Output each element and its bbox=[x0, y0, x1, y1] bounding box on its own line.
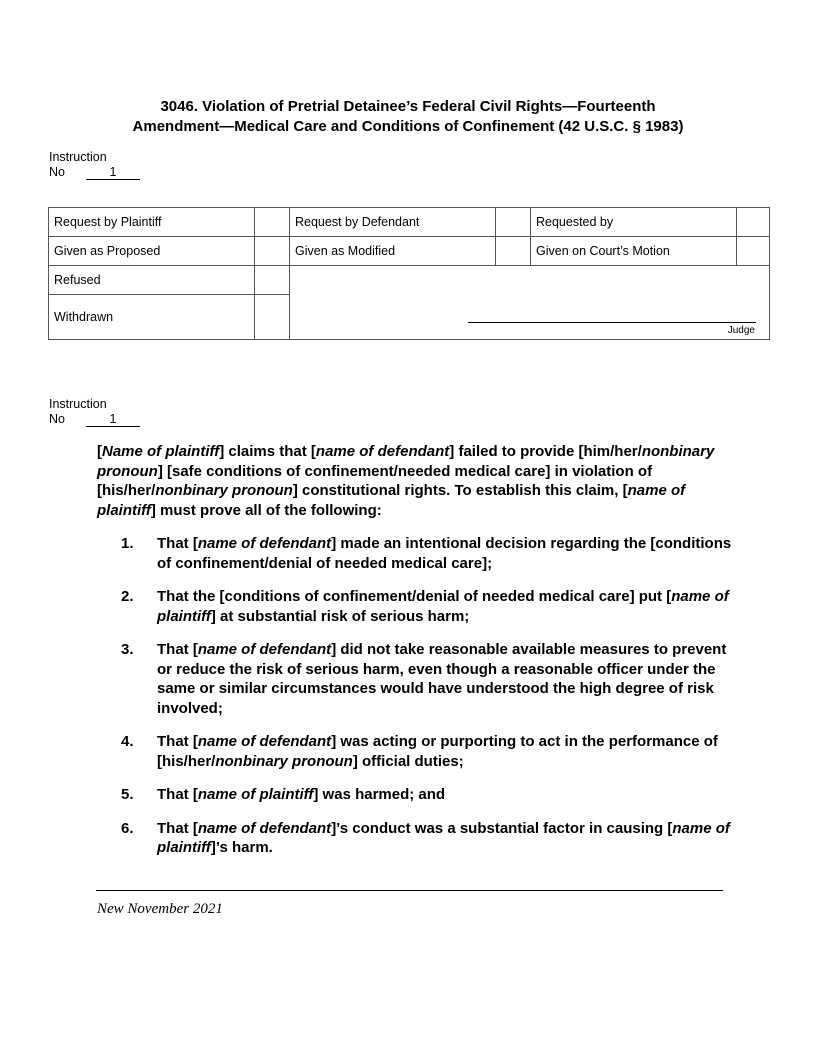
given-as-modified-checkbox[interactable] bbox=[496, 237, 531, 266]
list-item-number: 5. bbox=[121, 786, 134, 803]
request-table bbox=[48, 207, 770, 340]
list-item-text: That [name of defendant] was acting or purporting to act in the performance of [his/her/nonbinary pronoun] official duties; bbox=[157, 733, 718, 770]
list-item-number: 2. bbox=[121, 588, 134, 605]
list-item-text: That [name of defendant]’s conduct was a substantial factor in causing [name of plaintiff]’s harm. bbox=[157, 819, 730, 856]
given-as-proposed-label: Given as Proposed bbox=[49, 237, 255, 266]
list-item bbox=[97, 640, 737, 718]
refused-row bbox=[49, 266, 770, 295]
list-item bbox=[97, 587, 737, 626]
request-by-plaintiff-label: Request by Plaintiff bbox=[49, 208, 255, 237]
list-item-number: 3. bbox=[121, 641, 134, 658]
instruction-no-label: No bbox=[49, 165, 65, 179]
instruction-no-line bbox=[49, 412, 140, 427]
document-title bbox=[60, 97, 756, 137]
list-item-text: That [name of defendant] made an intentional decision regarding the [conditions of confinement/denial of needed medical care]; bbox=[157, 535, 732, 572]
intro-paragraph: [Name of plaintiff] claims that [name of defendant] failed to provide [him/her/nonbinary pronoun] [safe conditions of confinement/needed medical care] in violation of [his/her/nonbinary pronoun] constitutional rights. To establish this claim, [name of plaintiff] must prove all of the following: bbox=[97, 443, 715, 519]
given-row bbox=[49, 237, 770, 266]
instruction-no-value: 1 bbox=[86, 413, 140, 427]
elements-list bbox=[97, 534, 737, 858]
given-as-proposed-checkbox[interactable] bbox=[255, 237, 290, 266]
given-on-courts-motion-label: Given on Court’s Motion bbox=[531, 237, 737, 266]
list-item-text: That the [conditions of confinement/denial of needed medical care] put [name of plaintiff] at substantial risk of serious harm; bbox=[157, 588, 729, 625]
judge-signature-line[interactable] bbox=[468, 322, 756, 323]
instruction-no-value: 1 bbox=[86, 166, 140, 180]
instruction-label: Instruction bbox=[49, 150, 107, 164]
requested-by-label: Requested by bbox=[531, 208, 737, 237]
list-item-number: 6. bbox=[121, 819, 134, 837]
list-item-text: That [name of defendant] did not take reasonable available measures to prevent or reduce the risk of serious harm, even though a reasonable officer under the same or similar circumstances would have understood the high degree of risk involved; bbox=[157, 641, 727, 717]
request-row bbox=[49, 208, 770, 237]
instruction-number-block-bottom bbox=[49, 397, 140, 427]
instruction-label: Instruction bbox=[49, 397, 107, 411]
footer-date: New November 2021 bbox=[97, 901, 223, 917]
list-item bbox=[97, 534, 737, 573]
requested-by-checkbox[interactable] bbox=[737, 208, 770, 237]
request-by-defendant-label: Request by Defendant bbox=[290, 208, 496, 237]
given-on-courts-motion-checkbox[interactable] bbox=[737, 237, 770, 266]
list-item-text: That [name of plaintiff] was harmed; and bbox=[157, 786, 446, 803]
request-by-plaintiff-checkbox[interactable] bbox=[255, 208, 290, 237]
list-item-number: 4. bbox=[121, 733, 134, 750]
request-by-defendant-checkbox[interactable] bbox=[496, 208, 531, 237]
title-line-2: Amendment—Medical Care and Conditions of Confinement (42 U.S.C. § 1983) bbox=[132, 118, 684, 135]
given-as-modified-label: Given as Modified bbox=[290, 237, 496, 266]
list-item bbox=[97, 732, 737, 771]
instruction-number-block-top bbox=[49, 150, 140, 180]
instruction-no-line bbox=[49, 165, 140, 180]
instruction-body bbox=[97, 442, 737, 858]
title-line-1: 3046. Violation of Pretrial Detainee’s Federal Civil Rights—Fourteenth bbox=[160, 98, 656, 115]
judge-signature-area bbox=[290, 266, 770, 340]
list-item bbox=[97, 819, 737, 858]
refused-label: Refused bbox=[49, 266, 255, 295]
refused-checkbox[interactable] bbox=[255, 266, 290, 295]
withdrawn-checkbox[interactable] bbox=[255, 295, 290, 340]
list-item bbox=[97, 785, 737, 805]
withdrawn-label: Withdrawn bbox=[49, 295, 255, 340]
instruction-no-label: No bbox=[49, 412, 65, 426]
list-item-number: 1. bbox=[121, 535, 134, 552]
judge-label: Judge bbox=[727, 325, 755, 336]
footer-divider bbox=[96, 890, 723, 891]
